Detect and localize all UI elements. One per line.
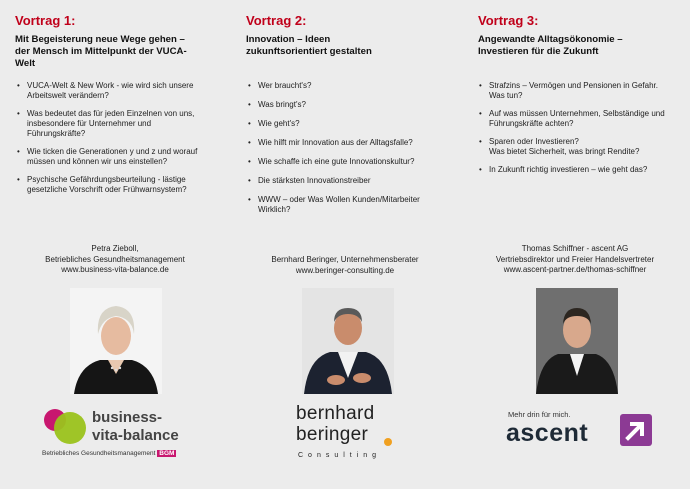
speaker-info: Bernhard Beringer, Unternehmensberater www.beringer-consulting.de: [271, 255, 419, 275]
list-item: • Die stärksten Innovationstreiber: [248, 176, 458, 186]
ascent-logo: Mehr drin für mich. ascent: [506, 410, 656, 456]
talk-label: Vortrag 2:: [246, 13, 307, 28]
talk-title: Angewandte Alltagsökonomie – Investieren für die Zukunft: [478, 34, 623, 57]
list-item: • Sparen oder Investieren? Was bietet Sicherheit, was bringt Rendite?: [479, 137, 689, 157]
list-item: • Wer braucht's?: [248, 81, 458, 91]
logo-dot-icon: [384, 438, 392, 446]
list-item: • Was bedeutet das für jeden Einzelnen von uns, insbesondere für Unternehmer und Führungskräfte?: [17, 109, 227, 139]
list-item: • Wie schaffe ich eine gute Innovationskultur?: [248, 157, 458, 167]
speaker-photo: [302, 288, 394, 394]
talk-title: Mit Begeisterung neue Wege gehen – der Mensch im Mittelpunkt der VUCA- Welt: [15, 34, 187, 69]
list-item: • Wie ticken die Generationen y und z und worauf müssen und können wir uns einstellen?: [17, 147, 227, 167]
speaker-info: Thomas Schiffner - ascent AG Vertriebsdirektor und Freier Handelsvertreter www.ascent-partner.de/thomas-schiffner: [495, 244, 655, 274]
talk-column-2: [230, 0, 460, 489]
bernhard-beringer-logo: bernhard beringer Consulting: [296, 404, 406, 466]
business-vita-balance-logo: business- vita-balance Betriebliches Gesundheitsmanagement BGM: [42, 409, 179, 457]
talk-bullet-list: [17, 81, 227, 195]
talk-column-3: [460, 0, 690, 489]
talk-label: Vortrag 1:: [15, 13, 76, 28]
list-item: • WWW – oder Was Wollen Kunden/Mitarbeiter Wirklich?: [248, 195, 458, 215]
talk-column-1: [0, 0, 230, 489]
speaker-info: Petra Zieboll, Betriebliches Gesundheitsmanagement www.business-vita-balance.de: [45, 244, 185, 274]
talk-bullet-list: [248, 81, 458, 215]
ascent-arrow-icon: [620, 414, 652, 446]
list-item: • Wie geht's?: [248, 119, 458, 129]
talk-title: Innovation – Ideen zukunftsorientiert gestalten: [246, 34, 372, 57]
list-item: • VUCA-Welt & New Work - wie wird sich unsere Arbeitswelt verändern?: [17, 81, 227, 101]
speaker-photo: [536, 288, 618, 394]
list-item: • Auf was müssen Unternehmen, Selbständige und Führungskräfte achten?: [479, 109, 689, 129]
list-item: • In Zukunft richtig investieren – wie geht das?: [479, 165, 689, 175]
list-item: • Psychische Gefährdungsbeurteilung - lästige gesetzliche Vorschrift oder Frühwarnsystem?: [17, 175, 227, 195]
list-item: • Strafzins – Vermögen und Pensionen in Gefahr. Was tun?: [479, 81, 689, 101]
speaker-photo: [70, 288, 162, 394]
list-item: • Was bringt's?: [248, 100, 458, 110]
list-item: • Wie hilft mir Innovation aus der Alltagsfalle?: [248, 138, 458, 148]
talk-bullet-list: [479, 81, 689, 175]
talk-label: Vortrag 3:: [478, 13, 539, 28]
